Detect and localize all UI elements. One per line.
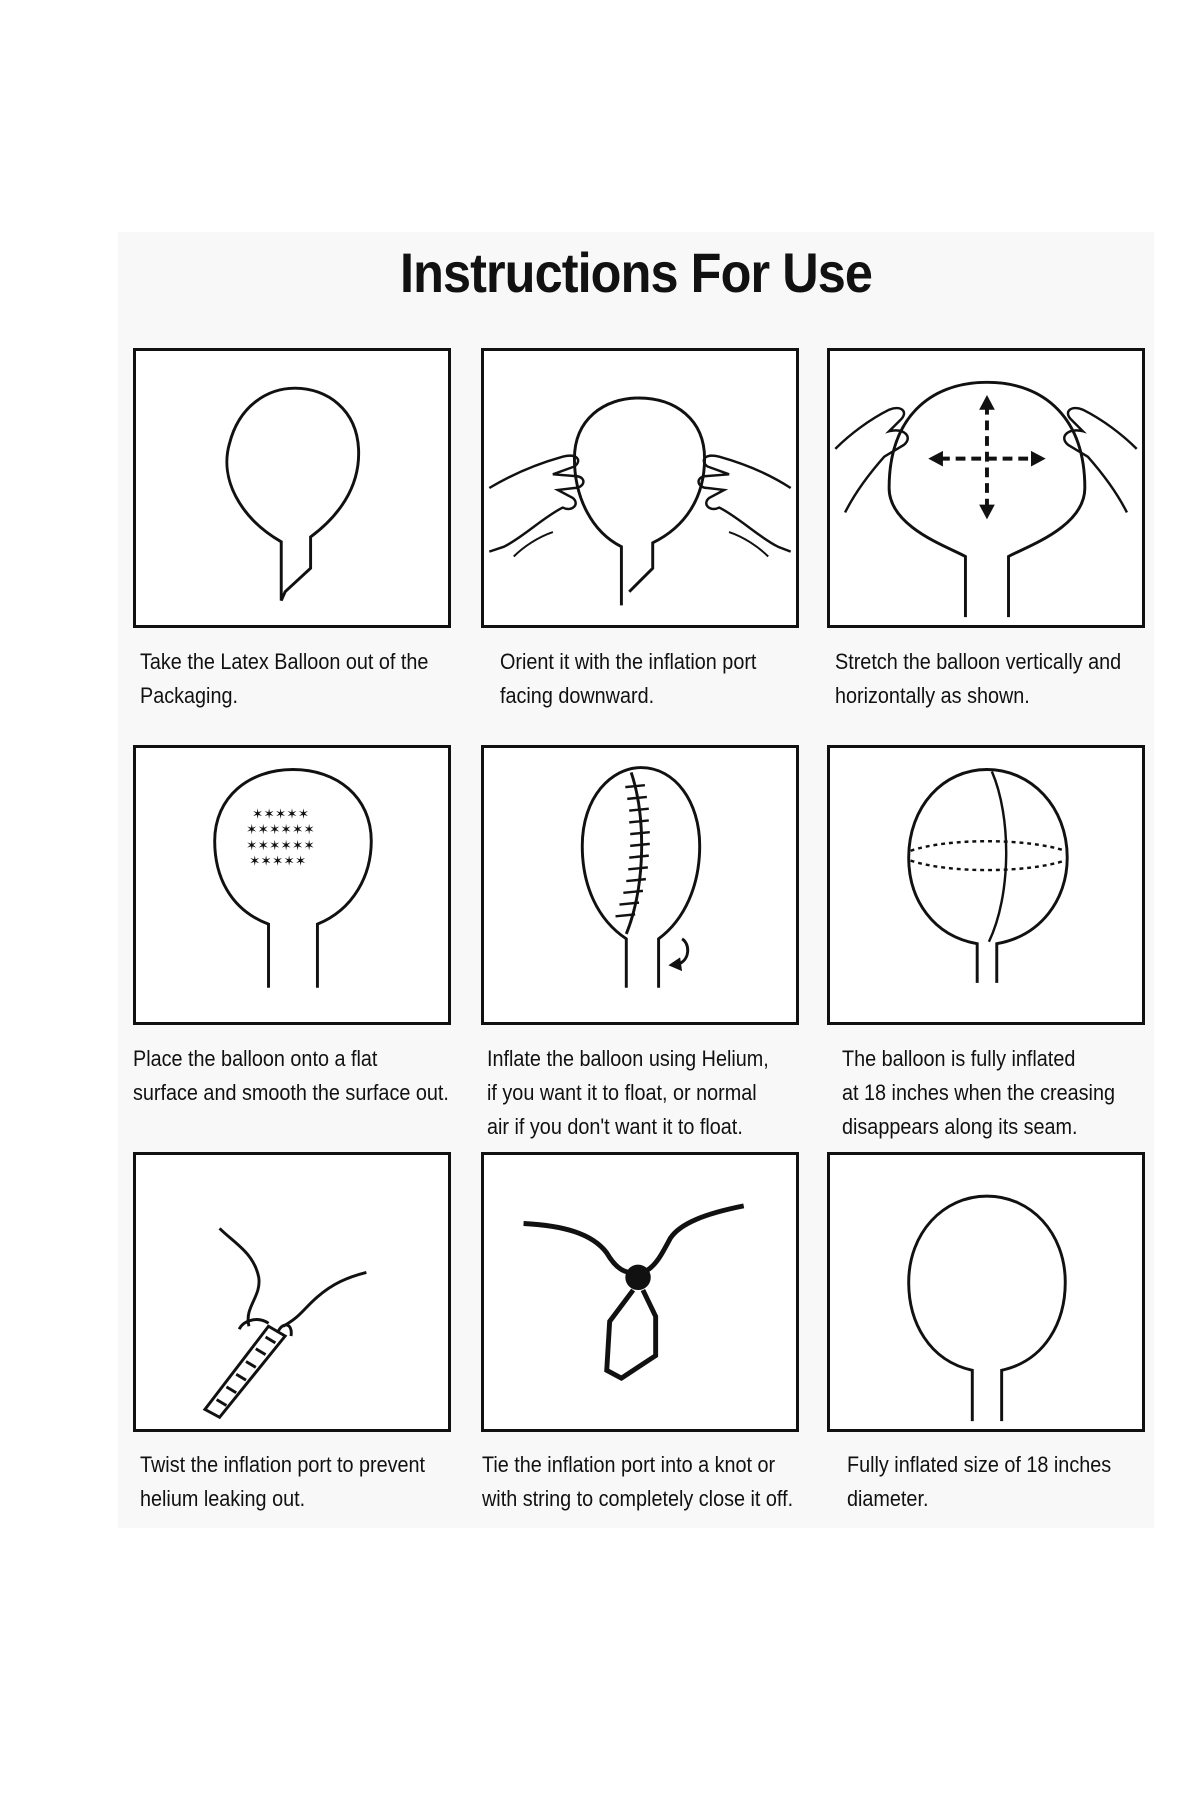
step-3-caption: Stretch the balloon vertically and horizontally as shown. — [835, 649, 1122, 708]
step-4-panel — [133, 745, 451, 1025]
knot-icon — [484, 1155, 796, 1429]
step-4-caption: Place the balloon onto a flat surface and smooth the surface out. — [133, 1046, 449, 1105]
step-1-panel — [133, 348, 451, 628]
step-7-panel — [133, 1152, 451, 1432]
svg-text:✶✶✶✶✶: ✶✶✶✶✶ — [248, 853, 307, 870]
step-9-panel — [827, 1152, 1145, 1432]
step-3-panel — [827, 348, 1145, 628]
step-8-caption: Tie the inflation port into a knot or with string to completely close it off. — [482, 1452, 794, 1511]
svg-text:✶✶✶✶✶✶: ✶✶✶✶✶✶ — [246, 837, 315, 854]
twisted-port-icon — [136, 1155, 448, 1429]
svg-text:✶✶✶✶✶✶: ✶✶✶✶✶✶ — [246, 822, 315, 839]
step-9-caption: Fully inflated size of 18 inches diameter. — [847, 1452, 1112, 1511]
step-6-caption: The balloon is fully inflated at 18 inches when the creasing disappears along its seam. — [842, 1046, 1115, 1139]
balloon-smoothing-icon — [136, 748, 448, 1022]
step-7-caption: Twist the inflation port to prevent helium leaking out. — [140, 1452, 426, 1511]
step-1-caption: Take the Latex Balloon out of the Packaging. — [140, 649, 429, 708]
hands-stretching-balloon-icon — [830, 351, 1142, 625]
step-2-caption: Orient it with the inflation port facing downward. — [500, 649, 757, 708]
page-title: Instructions For Use — [399, 241, 873, 304]
svg-text:✶✶✶✶✶: ✶✶✶✶✶ — [251, 806, 310, 823]
step-5-panel — [481, 745, 799, 1025]
balloon-deflated-icon — [136, 351, 448, 625]
step-2-panel — [481, 348, 799, 628]
step-5-caption: Inflate the balloon using Helium, if you want it to float, or normal air if you don't want it to float. — [487, 1046, 769, 1139]
step-6-panel — [827, 745, 1145, 1025]
balloon-seam-icon — [830, 748, 1142, 1022]
balloon-inflated-icon — [830, 1155, 1142, 1429]
hands-holding-balloon-icon — [484, 351, 796, 625]
step-8-panel — [481, 1152, 799, 1432]
balloon-inflating-icon — [484, 748, 796, 1022]
